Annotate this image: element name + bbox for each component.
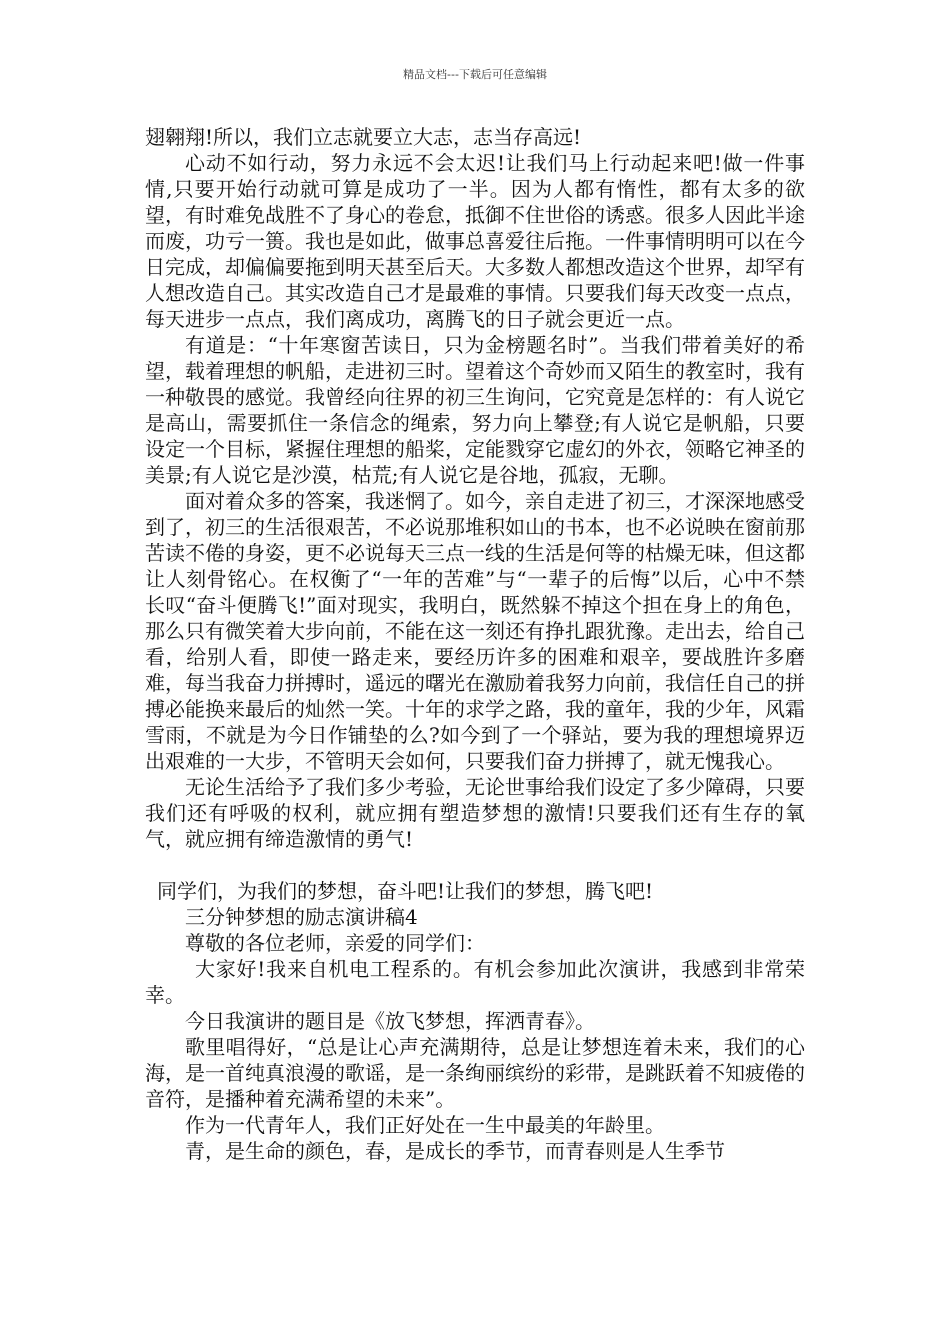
paragraph-2: 心动不如行动，努力永远不会太迟!让我们马上行动起来吧!做一件事情,只要开始行动就可算是成功了一半。因为人都有惰性，都有太多的欲望，有时难免战胜不了身心的卷怠，抵御不住世俗的诱惑。很多人因此半途而废，功亏一篑。我也是如此，做事总喜爱往后拖。一件事情明明可以在今日完成，却偏偏要拖到明天甚至后天。大多数人都想改造这个世界，却罕有人想改造自己。其实改造自己才是最难的事情。只要我们每天改变一点点，每天进步一点点，我们离成功，离腾飞的日子就会更近一点。 bbox=[145, 151, 805, 331]
closing-slogan: 同学们，为我们的梦想，奋斗吧!让我们的梦想，腾飞吧! bbox=[157, 879, 654, 903]
paragraph-4: 面对着众多的答案，我迷惘了。如今，亲自走进了初三，才深深地感受到了，初三的生活很艰苦，不必说那堆积如山的书本，也不必说映在窗前那苦读不倦的身姿，更不必说每天三点一线的生活是何等的枯燥无味，但这都让人刻骨铭心。在权衡了“一年的苦难”与“一辈子的后悔”以后，心中不禁长叹“奋斗便腾飞!”面对现实，我明白，既然躲不掉这个担在身上的角色，那么只有微笑着大步向前，不能在这一刻还有挣扎跟犹豫。走出去，给自己看，给别人看，即使一路走来，要经历许多的困难和艰辛，要战胜许多磨难，每当我奋力拼搏时，遥远的曙光在激励着我努力向前，我信任自己的拼搏必能换来最后的灿然一笑。十年的求学之路，我的童年，我的少年，风霜雪雨，不就是为今日作铺垫的么?如今到了一个驿站，要为我的理想境界迈出艰难的一大步，不管明天会如何，只要我们奋力拼搏了，就无愧我心。 bbox=[145, 489, 805, 773]
section-title: 三分钟梦想的励志演讲稿4 bbox=[185, 905, 418, 929]
document-body bbox=[145, 124, 805, 1164]
paragraph-1: 翅翱翔!所以，我们立志就要立大志，志当存高远! bbox=[145, 125, 582, 149]
paragraph-spring: 青，是生命的颜色，春，是成长的季节，而青春则是人生季节 bbox=[185, 1139, 725, 1163]
salutation: 尊敬的各位老师，亲爱的同学们： bbox=[185, 931, 485, 955]
paragraph-song: 歌里唱得好，“总是让心声充满期待，总是让梦想连着未来，我们的心海，是一首纯真浪漫的歌谣，是一条绚丽缤纷的彩带，是跳跃着不知疲倦的音符，是播种着充满希望的未来”。 bbox=[145, 1035, 805, 1111]
paragraph-greeting: 大家好!我来自机电工程系的。有机会参加此次演讲，我感到非常荣幸。 bbox=[145, 957, 805, 1007]
paragraph-3: 有道是：“十年寒窗苦读日，只为金榜题名时”。当我们带着美好的希望，载着理想的帆船，走进初三时。望着这个奇妙而又陌生的教室时，我有一种敬畏的感觉。我曾经向往界的初三生询问，它究竟是怎样的：有人说它是高山，需要抓住一条信念的绳索，努力向上攀登;有人说它是帆船，只要设定一个目标，紧握住理想的船桨，定能戮穿它虚幻的外衣，领略它神圣的美景;有人说它是沙漠，枯荒;有人说它是谷地，孤寂，无聊。 bbox=[145, 333, 805, 487]
page-header: 精品文档---下载后可任意编辑 bbox=[403, 68, 547, 81]
paragraph-5: 无论生活给予了我们多少考验，无论世事给我们设定了多少障碍，只要我们还有呼吸的权利，就应拥有塑造梦想的激情!只要我们还有生存的氧气，就应拥有缔造激情的勇气! bbox=[145, 775, 805, 851]
paragraph-topic: 今日我演讲的题目是《放飞梦想，挥洒青春》。 bbox=[185, 1009, 595, 1033]
paragraph-youth: 作为一代青年人，我们正好处在一生中最美的年龄里。 bbox=[185, 1113, 665, 1137]
